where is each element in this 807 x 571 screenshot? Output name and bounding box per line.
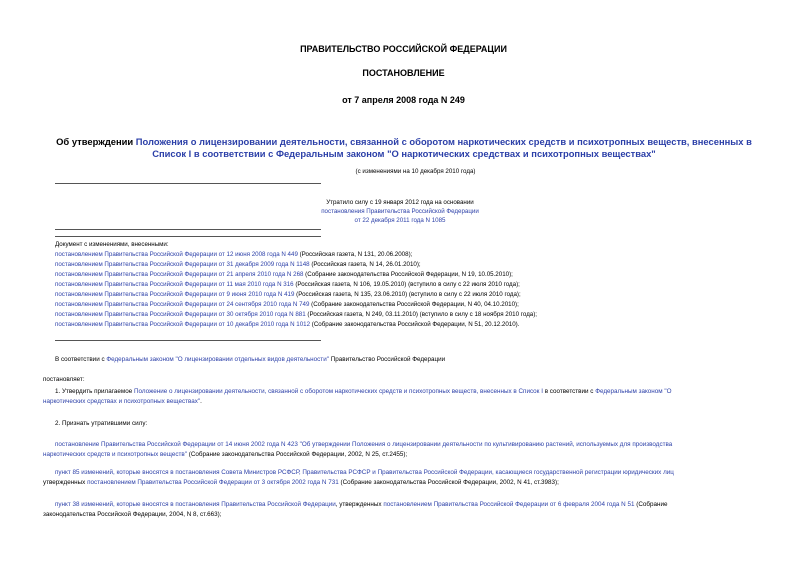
paragraph-1-line-1: 1. Утвердить прилагаемое Положение о лицензировании деятельности, связанной с оборотом наркотических средств и психотропных веществ, внесенных в Список I в соответствии с Федеральным законом "О (55, 388, 672, 395)
paragraph-2: 2. Признать утратившими силу: (55, 420, 148, 427)
repealed-link[interactable]: постановление Правительства Российской Федерации от 14 июня 2002 года N 423 "Об утверждении Положения о лицензировании деятельности по культивированию растений, используемых для производства (55, 441, 673, 448)
amendment-note: (с изменениями на 10 декабря 2010 года) (355, 168, 476, 175)
change-link[interactable]: постановлением Правительства Российской Федерации от 10 декабря 2010 года N 1012 (55, 321, 311, 328)
changes-intro: Документ с изменениями, внесенными: (55, 241, 169, 248)
doc-type-heading: ПОСТАНОВЛЕНИЕ (362, 68, 445, 78)
regulation-link[interactable]: Положение о лицензировании деятельности, связанной с оборотом наркотических средств и психотропных веществ, внесенных в Список I (133, 388, 543, 395)
repealed-link[interactable]: пункт 85 изменений, которые вносятся в постановления Совета Министров РСФСР, Правительства РСФСР и Правительства Российской Федерации, касающиеся государственной регистрации юридических лиц (55, 469, 674, 476)
change-link[interactable]: постановлением Правительства Российской Федерации от 31 декабря 2009 года N 1148 (55, 261, 310, 268)
change-item: постановлением Правительства Российской Федерации от 12 июня 2008 года N 449 (Российская газета, N 131, 20.06.2008); (55, 251, 413, 258)
repealed-item-3-line-1: пункт 38 изменений, которые вносятся в постановления Правительства Российской Федерации, утвержденных постановлением Правительства Российской Федерации от 6 февраля 2004 года N 51 (Собрание (55, 501, 668, 508)
change-link[interactable]: постановлением Правительства Российской Федерации от 9 июня 2010 года N 419 (55, 291, 295, 298)
change-link[interactable]: постановлением Правительства Российской Федерации от 24 сентября 2010 года N 749 (55, 301, 310, 308)
divider-line (55, 236, 321, 237)
repealed-item-3-line-2: законодательства Российской Федерации, 2004, N 8, ст.663); (43, 511, 222, 518)
document-title (48, 136, 760, 160)
title-link[interactable]: Положения о лицензировании деятельности, связанной с оборотом наркотических средств и психотропных веществ, внесенных в Список I в соответствии с Федеральным законом "О наркотических средствах и психотропных веществах" (135, 136, 752, 159)
change-item: постановлением Правительства Российской Федерации от 21 апреля 2010 года N 268 (Собрание законодательства Российской Федерации, N 19, 10.05.2010); (55, 271, 513, 278)
repealed-item-1-line-2: наркотических средств и психотропных веществ" (Собрание законодательства Российской Федерации, 2002, N 25, ст.2455); (43, 451, 408, 458)
federal-law-link-cont[interactable]: наркотических средствах и психотропных веществах" (43, 398, 201, 405)
decrees-word: постановляет: (43, 376, 85, 383)
expired-link-line-2[interactable]: постановления Правительства Российской Федерации (321, 208, 479, 215)
divider-line (55, 229, 321, 230)
divider-line (55, 183, 321, 184)
decree-51-link[interactable]: постановлением Правительства Российской Федерации от 6 февраля 2004 года N 51 (383, 501, 635, 508)
divider-line (55, 340, 321, 341)
repealed-item-1-line-1 (55, 440, 672, 450)
change-item: постановлением Правительства Российской Федерации от 31 декабря 2009 года N 1148 (Российская газета, N 14, 26.01.2010); (55, 261, 421, 268)
org-heading: ПРАВИТЕЛЬСТВО РОССИЙСКОЙ ФЕДЕРАЦИИ (300, 44, 507, 54)
repealed-item-2-line-2: утвержденных постановлением Правительства Российской Федерации от 3 октября 2002 года N 731 (Собрание законодательства Российской Федерации, 2002, N 41, ст.3983); (43, 479, 559, 486)
change-item: постановлением Правительства Российской Федерации от 10 декабря 2010 года N 1012 (Собрание законодательства Российской Федерации, N 51, 20.12.2010). (55, 321, 520, 328)
change-item: постановлением Правительства Российской Федерации от 24 сентября 2010 года N 749 (Собрание законодательства Российской Федерации, N 40, 04.10.2010); (55, 301, 519, 308)
change-item: постановлением Правительства Российской Федерации от 9 июня 2010 года N 419 (Российская газета, N 135, 23.06.2010) (вступило в силу с 22 июля 2010 года); (55, 291, 521, 298)
date-number-heading: от 7 апреля 2008 года N 249 (342, 95, 465, 105)
change-link[interactable]: постановлением Правительства Российской Федерации от 11 мая 2010 года N 316 (55, 281, 294, 288)
repealed-link-cont[interactable]: наркотических средств и психотропных веществ" (43, 451, 187, 458)
repealed-item-2-line-1 (55, 468, 674, 478)
title-prefix: Об утверждении (56, 136, 136, 147)
paragraph-1-line-2: наркотических средствах и психотропных веществах". (43, 398, 202, 405)
change-item: постановлением Правительства Российской Федерации от 30 октября 2010 года N 881 (Российская газета, N 249, 03.11.2010) (вступило в силу с 18 ноября 2010 года); (55, 311, 538, 318)
preamble-law-link[interactable]: Федеральным законом "О лицензировании отдельных видов деятельности" (106, 356, 329, 363)
change-link[interactable]: постановлением Правительства Российской Федерации от 30 октября 2010 года N 881 (55, 311, 306, 318)
expired-link-line-3[interactable]: от 22 декабря 2011 года N 1085 (354, 217, 446, 224)
change-link[interactable]: постановлением Правительства Российской Федерации от 12 июня 2008 года N 449 (55, 251, 298, 258)
expired-line-1: Утратило силу с 19 января 2012 года на основании (326, 199, 474, 206)
change-item: постановлением Правительства Российской Федерации от 11 мая 2010 года N 316 (Российская газета, N 106, 19.05.2010) (вступило в силу с 22 июля 2010 года); (55, 281, 520, 288)
repealed-link[interactable]: пункт 38 изменений, которые вносятся в постановления Правительства Российской Федерации (55, 501, 336, 508)
change-link[interactable]: постановлением Правительства Российской Федерации от 21 апреля 2010 года N 268 (55, 271, 304, 278)
decree-731-link[interactable]: постановлением Правительства Российской Федерации от 3 октября 2002 года N 731 (87, 479, 339, 486)
preamble: В соответствии с Федеральным законом "О лицензировании отдельных видов деятельности" Правительство Российской Федерации (55, 356, 446, 363)
federal-law-link[interactable]: Федеральным законом "О (595, 388, 672, 395)
